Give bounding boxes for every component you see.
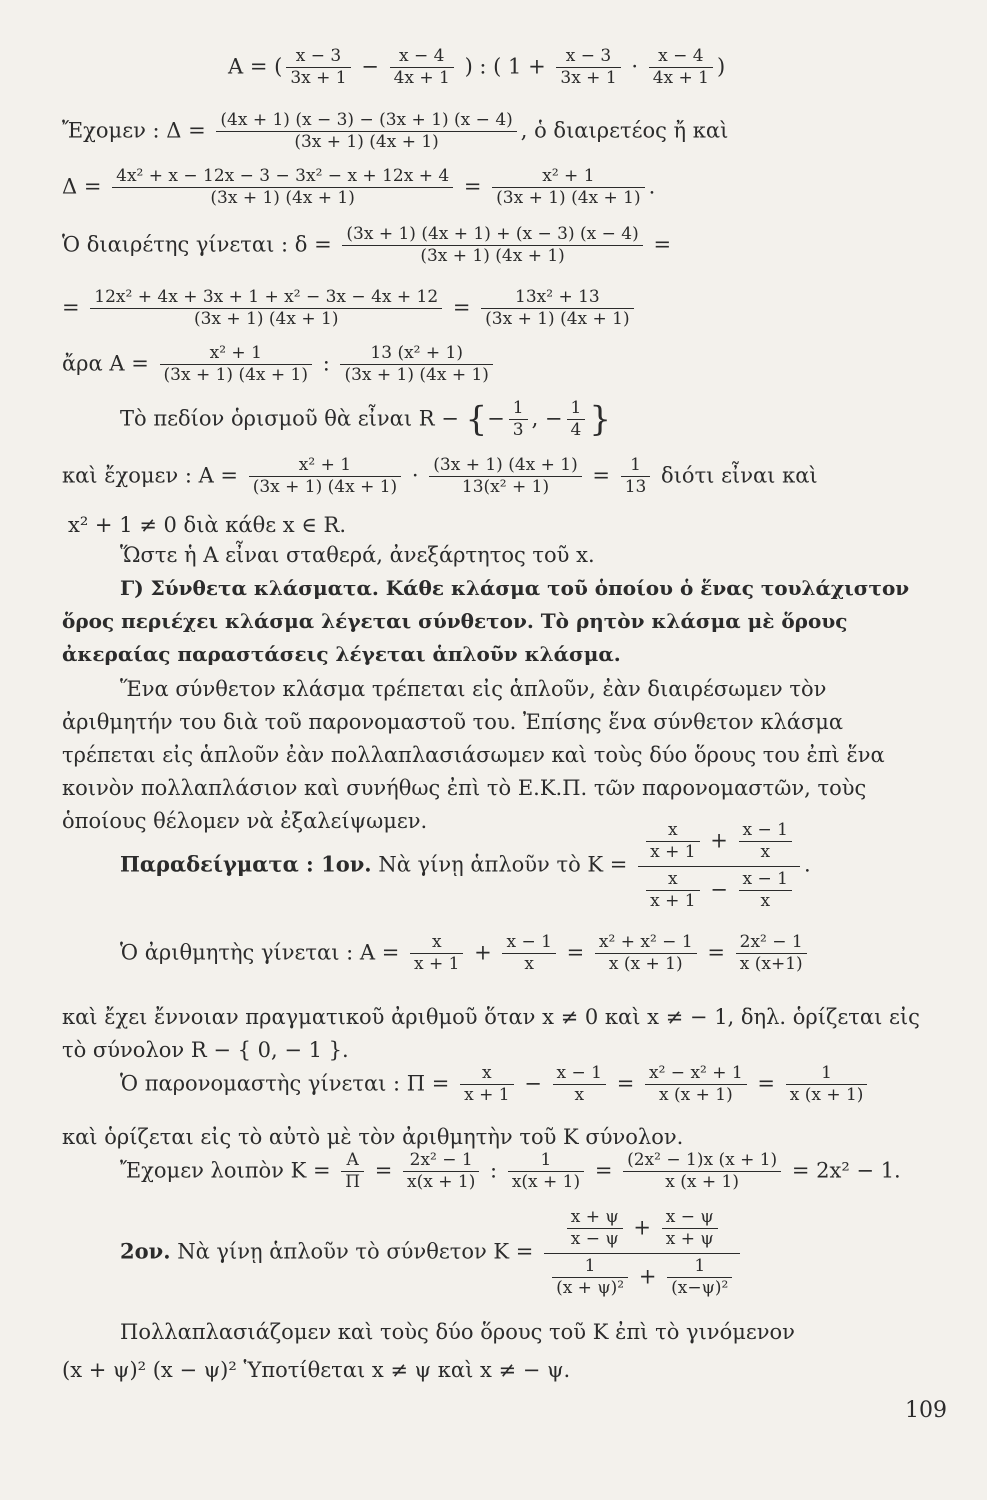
numerator: 2x² − 1: [403, 1150, 479, 1172]
compound-denominator: [544, 1254, 740, 1302]
denominator: (3x + 1) (4x + 1): [210, 188, 355, 209]
fraction: [736, 932, 807, 976]
equation-ara-a: [62, 343, 497, 387]
brace: {: [465, 399, 488, 440]
numerator: 2x² − 1: [736, 932, 807, 954]
fraction: [249, 455, 401, 499]
numerator: 13 (x² + 1): [340, 343, 492, 365]
denominator: x: [524, 954, 534, 975]
denominator: x(x + 1): [511, 1172, 581, 1193]
eq-lhs: A =: [228, 54, 268, 79]
compound-numerator: [638, 818, 800, 867]
numerator: x − 3: [556, 46, 620, 68]
period: .: [648, 174, 656, 199]
eq-tail: = 2x² − 1.: [791, 1158, 901, 1183]
fraction: [342, 224, 642, 268]
eq-tail: διότι εἶναι καὶ: [661, 463, 818, 488]
numerator: x: [460, 1063, 513, 1085]
example-text: Νὰ γίνῃ ἁπλοῦν τὸ K =: [378, 852, 628, 877]
numerator: x² + 1: [492, 166, 644, 188]
numerator: x − 3: [286, 46, 350, 68]
fraction: [481, 287, 633, 331]
section-c-heading: [62, 572, 932, 671]
brace: }: [589, 399, 611, 440]
operator: =: [452, 295, 471, 320]
eq-lhs: Ὁ ἀριθμητὴς γίνεται : A =: [120, 940, 400, 965]
eq-lhs: καὶ ἔχομεν : A =: [62, 463, 239, 488]
operator: −: [524, 1071, 542, 1096]
compound-numerator: [544, 1205, 740, 1254]
closing-line-1: Πολλαπλασιάζομεν καὶ τοὺς δύο ὅρους τοῦ K ἐπὶ τὸ γινόμενον: [120, 1320, 795, 1344]
fraction: [492, 166, 644, 210]
operator: +: [638, 1263, 657, 1288]
denominator: x: [760, 890, 771, 911]
example-2: [120, 1205, 744, 1301]
numerator: x: [646, 869, 699, 891]
fraction: [508, 1150, 584, 1194]
period: .: [804, 852, 811, 877]
compound-fraction: [638, 818, 800, 914]
denominator: 4x + 1: [652, 68, 709, 89]
meaning-paragraph: [62, 1001, 932, 1067]
page-number: 109: [905, 1398, 947, 1423]
numerator: x − 4: [649, 46, 713, 68]
eq-lhs: Ἔχομεν : Δ =: [62, 118, 206, 143]
operator: =: [592, 463, 611, 488]
denominator: x: [574, 1085, 585, 1106]
fraction: [460, 1063, 513, 1107]
equation-a-definition: [228, 46, 725, 90]
paren: ): [717, 54, 726, 79]
numerator-equation: [120, 932, 811, 976]
paragraph-text: Ἕνα σύνθετον κλάσμα τρέπεται εἰς ἁπλοῦν, ἐὰν διαιρέσωμεν τὸν ἀριθμητήν του διὰ τοῦ παρονομαστοῦ του. Ἐπίσης ἕνα σύνθετον κλάσμα τρέπεται εἰς ἁπλοῦν ἐὰν πολλαπλασιάσωμεν καὶ τοὺς δύο ὅρους του ἐπὶ ἕνα κοινὸν πολλαπλάσιον καὶ συνήθως ἐπὶ τὸ Ε.Κ.Π. τῶν παρονομαστῶν, τοὺς ὁποίους θέλομεν νὰ ἐξαλείψωμεν.: [62, 677, 885, 833]
denominator: x + 1: [464, 1085, 510, 1106]
compound-fraction: [544, 1205, 740, 1301]
numerator: x − ψ: [662, 1207, 718, 1229]
numerator: 1: [508, 1150, 584, 1172]
denominator: 13: [624, 477, 647, 498]
fraction: [553, 1063, 606, 1107]
example-1: [120, 818, 811, 914]
operator: =: [374, 1158, 393, 1183]
numerator: 1: [509, 398, 528, 420]
equation-divisor-expanded: [62, 287, 638, 331]
fraction: [552, 1256, 628, 1300]
fraction: [623, 1150, 781, 1194]
denominator: (3x + 1) (4x + 1): [193, 309, 339, 330]
fraction: [286, 46, 350, 90]
result-equation: [120, 1150, 901, 1194]
fraction: [667, 1256, 732, 1300]
denominator: x + 1: [650, 890, 696, 911]
denominator: (3x + 1) (4x + 1): [294, 132, 439, 153]
fraction: [502, 932, 555, 976]
denominator: 13(x² + 1): [461, 477, 550, 498]
fraction: [739, 820, 792, 864]
numerator: x² − x² + 1: [645, 1063, 747, 1085]
fraction: [556, 46, 620, 90]
denominator: (3x + 1) (4x + 1): [163, 365, 308, 386]
denominator: 4x + 1: [393, 68, 450, 89]
denominator-equation: [120, 1063, 871, 1107]
eq-lhs: Ὁ διαιρέτης γίνεται : δ =: [62, 232, 332, 257]
numerator: x + ψ: [567, 1207, 623, 1229]
denominator: x (x+1): [739, 954, 803, 975]
denominator: 3x + 1: [290, 68, 347, 89]
denominator: (3x + 1) (4x + 1): [485, 309, 630, 330]
numerator: A: [341, 1150, 364, 1172]
operator: :: [490, 1158, 498, 1183]
eq-lhs: =: [62, 295, 80, 320]
denominator: 3x + 1: [560, 68, 617, 89]
numerator: 12x² + 4x + 3x + 1 + x² − 3x − 4x + 12: [90, 287, 442, 309]
denominator: x(x + 1): [407, 1172, 476, 1193]
section-c-text: Γ) Σύνθετα κλάσματα. Κάθε κλάσμα τοῦ ὁποίου ὁ ἕνας τουλάχιστον ὅρος περιέχει κλάσμα λέγεται σύνθετον. Τὸ ρητὸν κλάσμα μὲ ὅρους ἀκεραίας παραστάσεις λέγεται ἁπλοῦν κλάσμα.: [62, 576, 910, 666]
paren: (: [274, 54, 283, 79]
fraction: [112, 166, 453, 210]
operator: =: [707, 940, 725, 965]
fraction: [341, 1150, 364, 1194]
nonzero-statement: x² + 1 ≠ 0 διὰ κάθε x ∈ R.: [68, 513, 347, 537]
numerator: (4x + 1) (x − 3) − (3x + 1) (x − 4): [216, 110, 516, 132]
eq-lhs: Δ =: [62, 174, 102, 199]
operator: :: [322, 351, 330, 376]
fraction: [621, 455, 651, 499]
numerator: 1: [786, 1063, 868, 1085]
operator: −: [710, 876, 728, 901]
numerator: x² + 1: [249, 455, 401, 477]
fraction: [509, 398, 528, 442]
explanation-paragraph: [62, 673, 932, 838]
operator: , −: [531, 406, 563, 431]
fraction: [90, 287, 442, 331]
fraction: [567, 398, 586, 442]
fraction: [646, 869, 699, 913]
equation-delta-expanded: [62, 166, 655, 210]
fraction: [216, 110, 516, 154]
operator: −: [487, 406, 505, 431]
example-heading: 2ον.: [120, 1238, 171, 1264]
numerator: x − 1: [502, 932, 555, 954]
meaning-text: καὶ ἔχει ἔννοιαν πραγματικοῦ ἀριθμοῦ ὅταν x ≠ 0 καὶ x ≠ − 1, δηλ. ὁρίζεται εἰς τὸ σύνολον R − { 0, − 1 }.: [62, 1005, 920, 1062]
operator: ·: [631, 54, 639, 79]
denominator: 4: [570, 420, 582, 441]
numerator: 13x² + 13: [481, 287, 633, 309]
fraction: [160, 343, 312, 387]
numerator: x: [410, 932, 463, 954]
operator: =: [594, 1158, 613, 1183]
numerator: 1: [621, 455, 651, 477]
fraction: [649, 46, 713, 90]
operator: +: [633, 1215, 652, 1240]
fraction: [567, 1207, 623, 1251]
fraction: [403, 1150, 479, 1194]
denominator: x: [760, 842, 771, 863]
denominator: x + 1: [414, 954, 460, 975]
example-heading: Παραδείγματα : 1ον.: [120, 851, 372, 877]
fraction: [429, 455, 581, 499]
operator: =: [616, 1071, 635, 1096]
numerator: 1: [552, 1256, 628, 1278]
eq-lhs: Ὁ παρονομαστὴς γίνεται : Π =: [120, 1071, 450, 1096]
closing-line-2: (x + ψ)² (x − ψ)² Ὑποτίθεται x ≠ ψ καὶ x ≠ − ψ.: [62, 1358, 571, 1382]
numerator: x − 1: [739, 820, 792, 842]
numerator: x − 4: [390, 46, 454, 68]
denominator: (3x + 1) (4x + 1): [344, 365, 489, 386]
text: Τὸ πεδίον ὁρισμοῦ θὰ εἶναι R −: [120, 406, 459, 431]
equation-result-a: [62, 455, 818, 499]
denominator: (x−ψ)²: [671, 1277, 729, 1298]
numerator: x: [646, 820, 699, 842]
fraction: [786, 1063, 868, 1107]
denominator: x + 1: [650, 842, 696, 863]
operator: −: [361, 54, 379, 79]
fraction: [410, 932, 463, 976]
equation-divisor: [62, 224, 671, 268]
eq-tail: , ὁ διαιρετέος ἤ καὶ: [520, 118, 729, 143]
fraction: [595, 932, 697, 976]
numerator: 1: [667, 1256, 732, 1278]
denominator: x + ψ: [665, 1229, 714, 1250]
numerator: x² + x² − 1: [595, 932, 697, 954]
fraction: [739, 869, 792, 913]
denominator: (x + ψ)²: [556, 1277, 625, 1298]
numerator: (3x + 1) (4x + 1) + (x − 3) (x − 4): [342, 224, 642, 246]
numerator: (3x + 1) (4x + 1): [429, 455, 581, 477]
numerator: 1: [567, 398, 586, 420]
denominator: Π: [345, 1172, 361, 1193]
numerator: x − 1: [553, 1063, 606, 1085]
operator: ·: [411, 463, 419, 488]
fraction: [646, 820, 699, 864]
constant-statement: Ὥστε ἡ A εἶναι σταθερά, ἀνεξάρτητος τοῦ x.: [120, 543, 595, 567]
numerator: (2x² − 1)x (x + 1): [623, 1150, 781, 1172]
operator: +: [710, 828, 728, 853]
operator: ) : ( 1 +: [464, 54, 546, 79]
denominator: x − ψ: [570, 1229, 619, 1250]
numerator: x² + 1: [160, 343, 312, 365]
fraction: [390, 46, 454, 90]
denominator: (3x + 1) (4x + 1): [496, 188, 641, 209]
eq-lhs: Ἔχομεν λοιπὸν K =: [120, 1158, 331, 1183]
denominator: x (x + 1): [665, 1172, 739, 1193]
example-text: Νὰ γίνῃ ἁπλοῦν τὸ σύνθετον K =: [177, 1239, 534, 1264]
operator: =: [566, 940, 585, 965]
compound-denominator: [638, 867, 800, 915]
fraction: [645, 1063, 747, 1107]
operator: =: [757, 1071, 776, 1096]
defined-statement: καὶ ὁρίζεται εἰς τὸ αὐτὸ μὲ τὸν ἀριθμητὴν τοῦ K σύνολον.: [62, 1125, 684, 1149]
equation-delta: [62, 110, 728, 154]
operator: +: [474, 940, 492, 965]
denominator: x (x + 1): [789, 1085, 864, 1106]
denominator: 3: [512, 420, 524, 441]
operator: =: [653, 232, 672, 257]
denominator: (3x + 1) (4x + 1): [252, 477, 398, 498]
denominator: x (x + 1): [608, 954, 683, 975]
fraction: [340, 343, 492, 387]
operator: =: [463, 174, 482, 199]
fraction: [662, 1207, 718, 1251]
numerator: 4x² + x − 12x − 3 − 3x² − x + 12x + 4: [112, 166, 453, 188]
denominator: (3x + 1) (4x + 1): [420, 246, 565, 267]
numerator: x − 1: [739, 869, 792, 891]
denominator: x (x + 1): [658, 1085, 733, 1106]
eq-lhs: ἄρα A =: [62, 351, 149, 376]
domain-statement: [120, 398, 611, 442]
